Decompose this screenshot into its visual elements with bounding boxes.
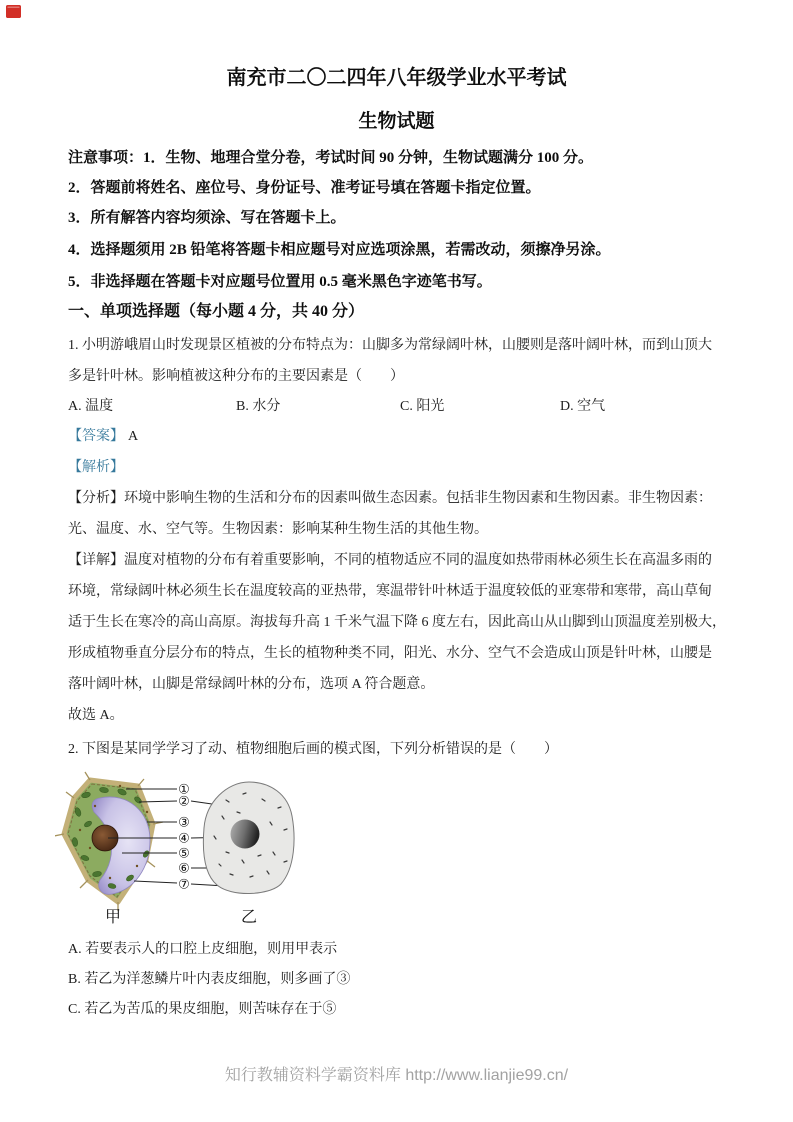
q2-option-b: B. 若乙为洋葱鳞片叶内表皮细胞，则多画了③ bbox=[68, 972, 351, 987]
callout-7: ⑦ bbox=[178, 876, 190, 892]
page-title: 南充市二〇二四年八年级学业水平考试 bbox=[226, 67, 567, 89]
callout-1: ① bbox=[178, 781, 190, 797]
q1-explain-line: 光、温度、水、空气等。生物因素：影响某种生物生活的其他生物。 bbox=[68, 522, 488, 537]
page-subtitle: 生物试题 bbox=[358, 111, 435, 132]
publisher-stamp-icon bbox=[6, 5, 21, 18]
q1-explain-line: 环境，常绿阔叶林必须生长在温度较高的亚热带，寒温带针叶林适于温度较低的亚寒带和寒带，高山草甸 bbox=[68, 584, 712, 599]
notice-line: 5．非选择题在答题卡对应题号位置用 0.5 毫米黑色字迹笔书写。 bbox=[68, 274, 492, 290]
animal-cell bbox=[203, 782, 294, 894]
q1-options-row bbox=[0, 392, 793, 422]
q1-analysis-label-line bbox=[68, 453, 124, 483]
notice-line: 2．答题前将姓名、座位号、身份证号、准考证号填在答题卡指定位置。 bbox=[68, 180, 541, 196]
plant-cell bbox=[55, 772, 163, 911]
animal-nucleus bbox=[231, 820, 260, 849]
q1-explain-line: 形成植物垂直分层分布的特点，生长的植物种类不同，阳光、水分、空气不会造成山顶是针叶林，山腰是 bbox=[68, 646, 712, 661]
section-heading: 一、单项选择题（每小题 4 分，共 40 分） bbox=[68, 303, 365, 320]
notice-line: 注意事项：1．生物、地理合堂分卷，考试时间 90 分钟，生物试题满分 100 分。 bbox=[68, 150, 594, 166]
q1-explain-line: 【详解】温度对植物的分布有着重要影响，不同的植物适应不同的温度如热带雨林必须生长在高温多雨的 bbox=[68, 553, 712, 568]
q1-explain-line: 【分析】环境中影响生物的生活和分布的因素叫做生态因素。包括非生物因素和生物因素。非生物因素： bbox=[68, 491, 712, 506]
q2-option-a: A. 若要表示人的口腔上皮细胞，则用甲表示 bbox=[68, 942, 338, 957]
q1-answer-line bbox=[68, 422, 138, 452]
notice-line: 4．选择题须用 2B 铅笔将答题卡相应题号对应选项涂黑，若需改动，须擦净另涂。 bbox=[68, 242, 611, 258]
answer-value: A bbox=[128, 429, 139, 444]
footer-watermark: 知行教辅资料学霸资料库 http://www.lianjie99.cn/ bbox=[224, 1067, 569, 1084]
q2-stem-line: 2. 下图是某同学学习了动、植物细胞后画的模式图，下列分析错误的是（ ） bbox=[68, 742, 558, 757]
answer-label: 【答案】 bbox=[68, 429, 124, 444]
figure-label-jia: 甲 bbox=[104, 909, 122, 926]
q1-option-c: C. 阳光 bbox=[400, 399, 445, 414]
callout-4: ④ bbox=[178, 830, 190, 846]
notice-line: 3．所有解答内容均须涂、写在答题卡上。 bbox=[68, 210, 346, 226]
q1-conclusion-line: 故选 A。 bbox=[68, 708, 124, 723]
q1-explain-line: 落叶阔叶林，山脚是常绿阔叶林的分布，选项 A 符合题意。 bbox=[68, 677, 435, 692]
figure-label-yi: 乙 bbox=[240, 909, 258, 926]
q1-stem-line: 1. 小明游峨眉山时发现景区植被的分布特点为：山脚多为常绿阔叶林，山腰则是落叶阔叶林，而到山顶大 bbox=[68, 338, 712, 353]
cell-diagram bbox=[55, 770, 305, 932]
q1-stem-line: 多是针叶林。影响植被这种分布的主要因素是（ ） bbox=[68, 369, 404, 384]
callout-5: ⑤ bbox=[178, 845, 190, 861]
callout-6: ⑥ bbox=[178, 860, 190, 876]
q1-explain-line: 适于生长在寒冷的高山高原。海拔每升高 1 千米气温下降 6 度左右，因此高山从山脚到山顶温度差别极大， bbox=[68, 615, 726, 630]
q1-option-d: D. 空气 bbox=[560, 399, 606, 414]
callout-2: ② bbox=[178, 793, 190, 809]
analysis-label: 【解析】 bbox=[68, 460, 124, 475]
callout-3: ③ bbox=[178, 814, 190, 830]
q1-option-b: B. 水分 bbox=[236, 399, 281, 414]
q1-option-a: A. 温度 bbox=[68, 399, 114, 414]
q2-option-c: C. 若乙为苦瓜的果皮细胞，则苦味存在于⑤ bbox=[68, 1002, 337, 1017]
